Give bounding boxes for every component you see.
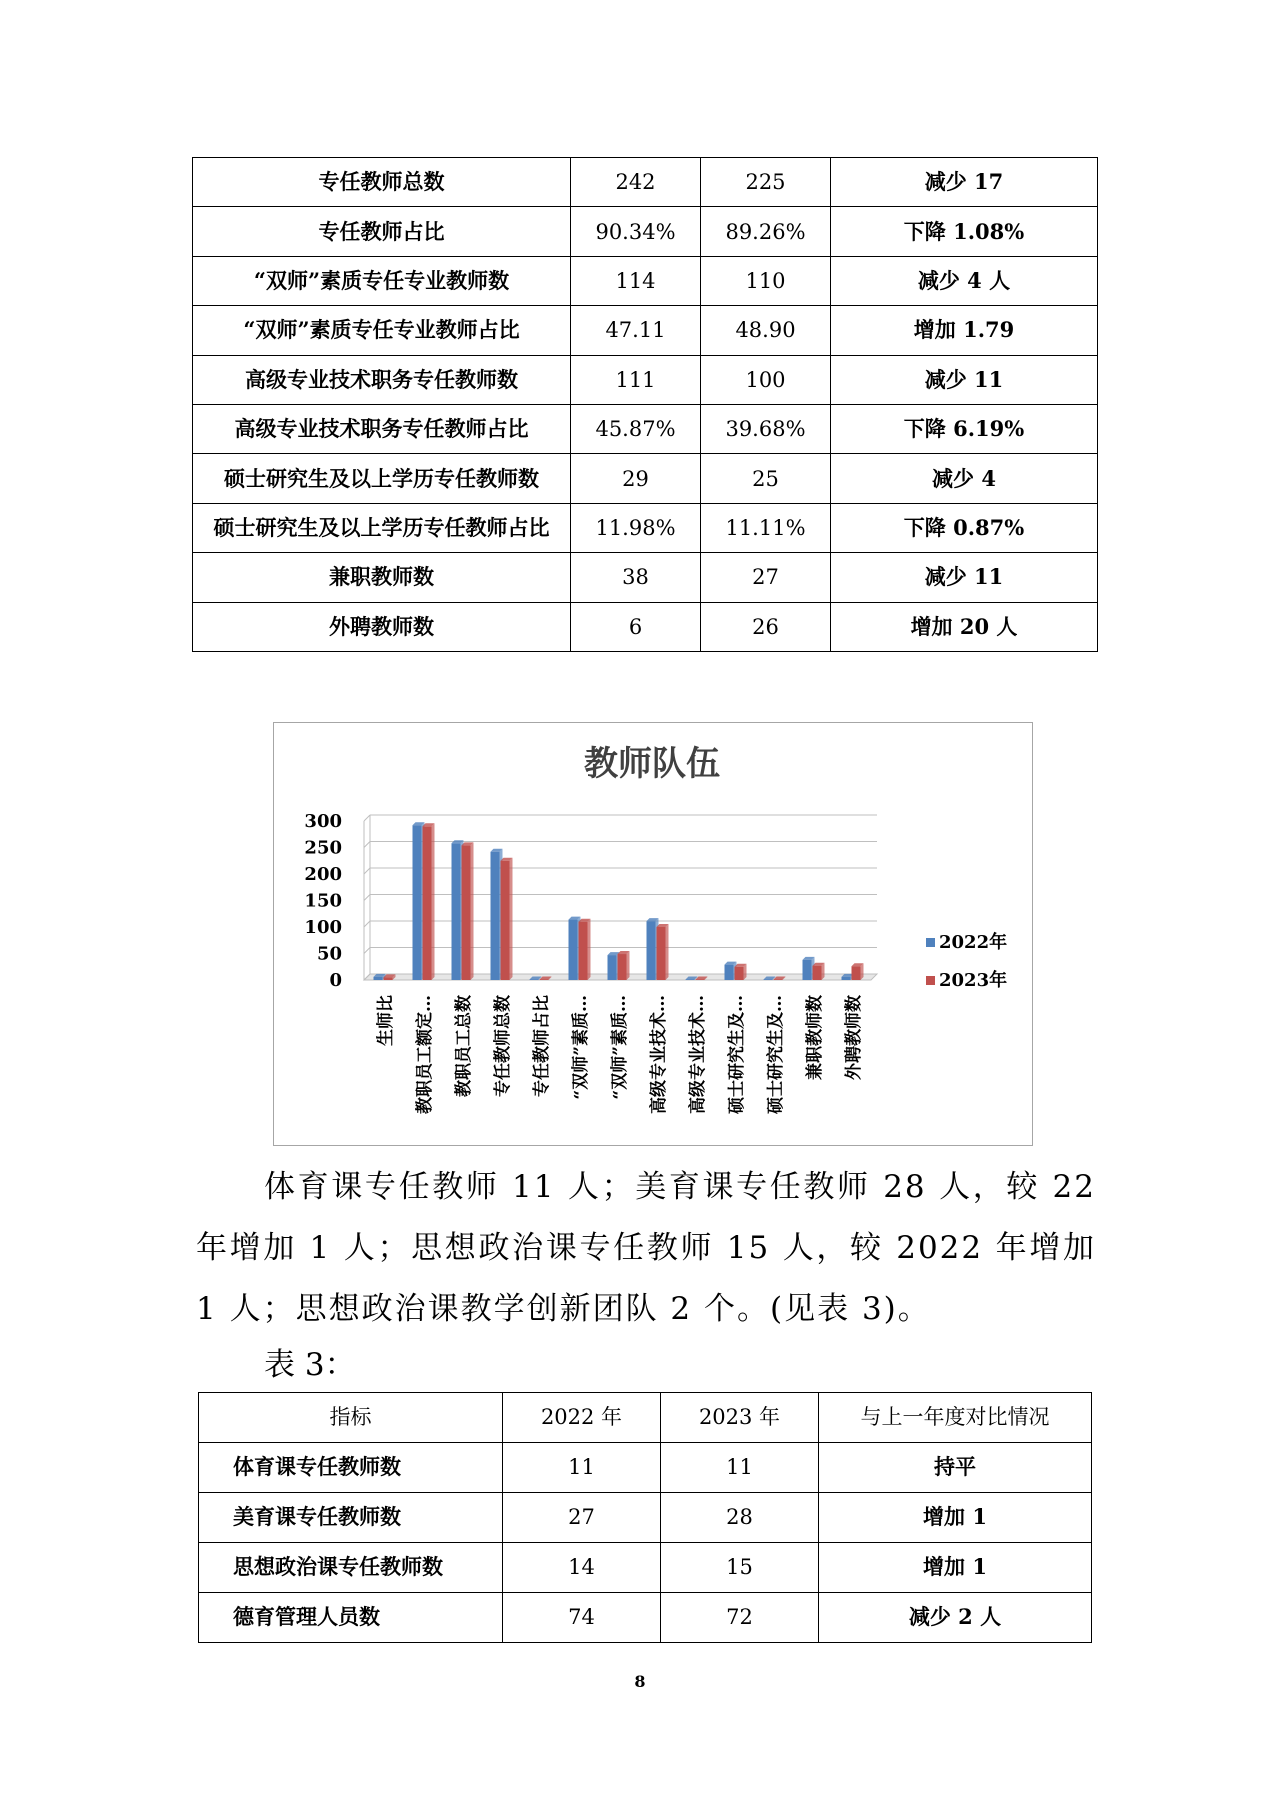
bar-2023 (462, 842, 474, 980)
bar-2023 (618, 951, 630, 980)
x-category-label: 兼职教师数 (805, 995, 825, 1080)
header-2022: 2022 年 (503, 1393, 661, 1443)
x-category-label: 专任教师占比 (532, 995, 552, 1097)
y-tick-label: 50 (316, 943, 342, 965)
value-2022: 111 (571, 355, 701, 404)
value-2023: 11 (661, 1443, 819, 1493)
gridline-slant (364, 815, 370, 821)
value-2022: 90.34% (571, 207, 701, 256)
header-indicator: 指标 (199, 1393, 503, 1443)
x-category-label: 教职员工额定… (415, 995, 435, 1114)
x-category-label: 高级专业技术… (649, 995, 669, 1114)
value-2022: 47.11 (571, 306, 701, 355)
body-paragraph: 体育课专任教师 11 人；美育课专任教师 28 人，较 22 年增加 1 人；思想政治课专任教师 15 人，较 2022 年增加 1 人；思想政治课教学创新团队 2 个。(见表 3)。 (196, 1169, 1096, 1327)
row-label: 专任教师总数 (193, 158, 571, 207)
table-row (199, 1543, 1092, 1593)
change-value: 减少 11 (831, 355, 1098, 404)
change-value: 增加 20 人 (831, 602, 1098, 651)
value-2022: 29 (571, 454, 701, 503)
change-value: 增加 1 (819, 1493, 1092, 1543)
row-label: 外聘教师数 (193, 602, 571, 651)
legend-label: 2023年 (939, 970, 1008, 991)
x-category-label: 外聘教师数 (844, 995, 864, 1080)
table-row (193, 404, 1098, 453)
value-2023: 27 (701, 553, 831, 602)
value-2023: 72 (661, 1593, 819, 1643)
gridline-slant (364, 948, 370, 954)
y-tick-label: 100 (304, 917, 342, 938)
value-2022: 114 (571, 256, 701, 305)
x-category-label: “双师”素质… (571, 995, 591, 1100)
row-label: “双师”素质专任专业教师占比 (193, 306, 571, 355)
bar-2023 (735, 964, 747, 980)
row-label: 高级专业技术职务专任教师数 (193, 355, 571, 404)
header-comparison: 与上一年度对比情况 (819, 1393, 1092, 1443)
value-2022: 11 (503, 1443, 661, 1493)
value-2022: 38 (571, 553, 701, 602)
bar-2023 (813, 963, 825, 980)
change-value: 持平 (819, 1443, 1092, 1493)
y-tick-label: 250 (304, 837, 342, 859)
table-row (193, 553, 1098, 602)
value-2022: 6 (571, 602, 701, 651)
table-row (193, 207, 1098, 256)
teacher-stats-table-body (193, 158, 1098, 652)
value-2023: 11.11% (701, 503, 831, 552)
change-value: 下降 1.08% (831, 207, 1098, 256)
value-2023: 28 (661, 1493, 819, 1543)
row-label: 体育课专任教师数 (199, 1443, 503, 1493)
value-2022: 27 (503, 1493, 661, 1543)
change-value: 减少 2 人 (819, 1593, 1092, 1643)
table-3-header-row (199, 1393, 1092, 1443)
bar-2023 (657, 924, 669, 980)
x-category-label: 高级专业技术… (688, 995, 708, 1114)
row-label: 硕士研究生及以上学历专任教师数 (193, 454, 571, 503)
table-row (193, 158, 1098, 207)
y-tick-label: 300 (304, 811, 342, 832)
x-category-label: 教职员工总数 (454, 995, 474, 1097)
x-category-label: 专任教师总数 (493, 995, 513, 1097)
change-value: 下降 0.87% (831, 503, 1098, 552)
y-tick-label: 0 (329, 970, 342, 991)
legend-label: 2022年 (939, 932, 1008, 953)
value-2023: 100 (701, 355, 831, 404)
table-row (199, 1493, 1092, 1543)
value-2022: 242 (571, 158, 701, 207)
change-value: 减少 4 人 (831, 256, 1098, 305)
table-caption: 表 3： (264, 1347, 356, 1383)
legend-swatch (926, 938, 935, 947)
x-category-label: 硕士研究生及… (766, 995, 786, 1114)
bar-2023 (579, 919, 591, 980)
row-label: “双师”素质专任专业教师数 (193, 256, 571, 305)
row-label: 德育管理人员数 (199, 1593, 503, 1643)
value-2022: 45.87% (571, 404, 701, 453)
row-label: 美育课专任教师数 (199, 1493, 503, 1543)
change-value: 下降 6.19% (831, 404, 1098, 453)
y-tick-label: 200 (304, 864, 342, 885)
teacher-team-chart (273, 722, 1033, 1146)
value-2023: 26 (701, 602, 831, 651)
gridline-slant (364, 921, 370, 927)
row-label: 专任教师占比 (193, 207, 571, 256)
table-row (193, 306, 1098, 355)
value-2023: 89.26% (701, 207, 831, 256)
gridline-slant (364, 895, 370, 901)
x-category-label: 硕士研究生及… (727, 995, 747, 1114)
table-row (193, 355, 1098, 404)
bar-2023 (501, 858, 513, 980)
teacher-stats-table (192, 157, 1098, 652)
chart-title: 教师队伍 (584, 744, 720, 784)
value-2023: 15 (661, 1543, 819, 1593)
teacher-team-chart-svg (274, 723, 1031, 1144)
gridline-slant (364, 842, 370, 848)
row-label: 高级专业技术职务专任教师占比 (193, 404, 571, 453)
table-row (193, 454, 1098, 503)
x-category-label: “双师”素质… (610, 995, 630, 1100)
x-category-label: 生师比 (376, 995, 396, 1046)
table-3 (198, 1392, 1092, 1643)
table-row (193, 503, 1098, 552)
change-value: 减少 11 (831, 553, 1098, 602)
table-row (193, 256, 1098, 305)
legend-swatch (926, 976, 935, 985)
gridline-slant (364, 868, 370, 874)
header-2023: 2023 年 (661, 1393, 819, 1443)
y-tick-label: 150 (304, 890, 342, 912)
value-2022: 14 (503, 1543, 661, 1593)
table-row (199, 1443, 1092, 1493)
change-value: 增加 1.79 (831, 306, 1098, 355)
value-2023: 110 (701, 256, 831, 305)
table-row (199, 1593, 1092, 1643)
value-2022: 11.98% (571, 503, 701, 552)
change-value: 增加 1 (819, 1543, 1092, 1593)
row-label: 思想政治课专任教师数 (199, 1543, 503, 1593)
value-2023: 39.68% (701, 404, 831, 453)
row-label: 硕士研究生及以上学历专任教师占比 (193, 503, 571, 552)
row-label: 兼职教师数 (193, 553, 571, 602)
bar-2023 (852, 963, 864, 980)
value-2023: 25 (701, 454, 831, 503)
value-2023: 225 (701, 158, 831, 207)
change-value: 减少 17 (831, 158, 1098, 207)
change-value: 减少 4 (831, 454, 1098, 503)
value-2022: 74 (503, 1593, 661, 1643)
page-number: 8 (634, 1672, 646, 1691)
value-2023: 48.90 (701, 306, 831, 355)
table-row (193, 602, 1098, 651)
bar-2023 (423, 823, 435, 980)
table-3-body (199, 1393, 1092, 1643)
